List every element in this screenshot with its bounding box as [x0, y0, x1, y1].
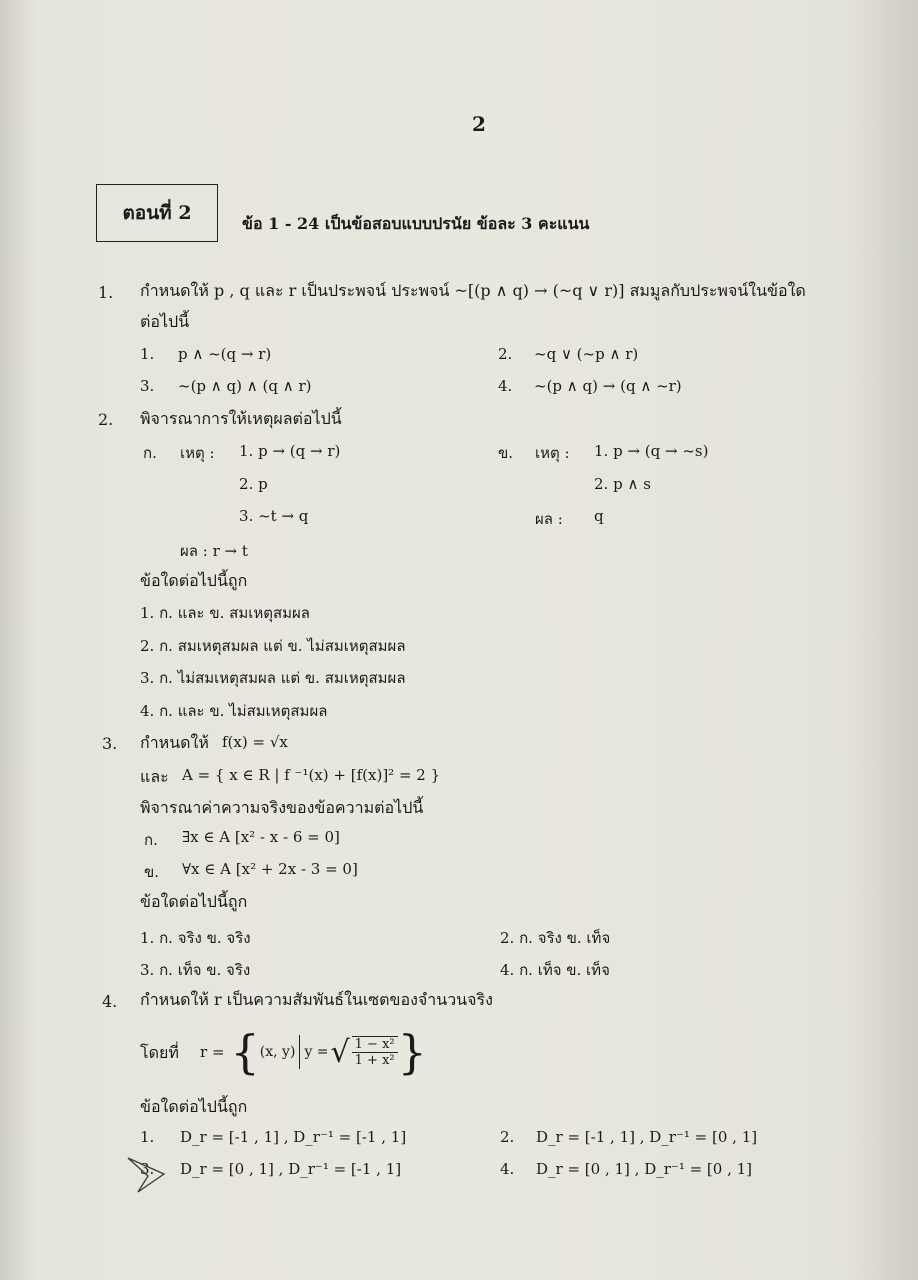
q4-fraction — [352, 1037, 398, 1068]
q1-option-2: ~q ∨ (~p ∧ r) — [534, 345, 639, 363]
q4-which: ข้อใดต่อไปนี้ถูก — [140, 1097, 248, 1116]
q2-a-label: ก. — [143, 444, 157, 462]
q3-set-a: A = { x ∈ R | f ⁻¹(x) + [f(x)]² = 2 } — [182, 766, 441, 784]
q4-y-equals: y = — [304, 1044, 329, 1060]
q2-b-label: ข. — [498, 444, 514, 462]
q4-where: โดยที่ — [140, 1043, 179, 1062]
q4-relation — [200, 1020, 427, 1084]
q4-denominator: 1 + x² — [354, 1053, 395, 1068]
q1-option-3-number: 3. — [140, 377, 155, 395]
q1-option-2-number: 2. — [498, 345, 513, 363]
q2-option-3: 3. ก. ไม่สมเหตุสมผล แต่ ข. สมเหตุสมผล — [140, 669, 406, 687]
q2-number: 2. — [98, 410, 114, 429]
section-instruction: ข้อ 1 - 24 เป็นข้อสอบแบบปรนัย ข้อละ 3 คะแนน — [242, 214, 590, 233]
q3-function: f(x) = √x — [222, 733, 288, 751]
q4-option-2-number: 2. — [500, 1128, 515, 1146]
q1-option-3: ~(p ∧ q) ∧ (q ∧ r) — [178, 377, 312, 395]
q2-a-premise-3: 3. ~t → q — [239, 507, 309, 525]
q2-a-result: ผล : r → t — [180, 542, 248, 560]
q4-option-4-number: 4. — [500, 1160, 515, 1178]
page-number: 2 — [472, 112, 486, 136]
q3-statement-b-label: ข. — [144, 863, 160, 881]
q3-given: กำหนดให้ — [140, 733, 209, 752]
q2-a-premise-1: 1. p → (q → r) — [239, 442, 341, 460]
q1-option-1-number: 1. — [140, 345, 155, 363]
q3-consider: พิจารณาค่าความจริงของข้อความต่อไปนี้ — [140, 798, 424, 817]
q4-option-1: D_r = [-1 , 1] , D_r⁻¹ = [-1 , 1] — [180, 1128, 407, 1146]
q4-option-4: D_r = [0 , 1] , D_r⁻¹ = [0 , 1] — [536, 1160, 753, 1178]
q4-option-3-number: 3. — [140, 1160, 155, 1178]
q3-statement-a-label: ก. — [144, 831, 158, 849]
q4-right-brace: } — [397, 1025, 427, 1079]
section-label: ตอนที่ 2 — [122, 202, 192, 224]
sqrt-symbol: √ — [330, 1034, 350, 1070]
q3-number: 3. — [102, 734, 118, 753]
q4-such-that-bar — [299, 1035, 300, 1069]
q3-option-3: 3. ก. เท็จ ข. จริง — [140, 961, 251, 979]
q4-number: 4. — [102, 992, 118, 1011]
q3-option-4: 4. ก. เท็จ ข. เท็จ — [500, 961, 610, 979]
q2-text: พิจารณาการให้เหตุผลต่อไปนี้ — [140, 409, 342, 428]
q1-option-4-number: 4. — [498, 377, 513, 395]
q4-r-equals: r = — [200, 1043, 225, 1061]
q2-option-1: 1. ก. และ ข. สมเหตุสมผล — [140, 604, 310, 622]
q2-a-cause-label: เหตุ : — [180, 444, 215, 462]
q4-left-brace: { — [230, 1025, 260, 1079]
q1-option-4: ~(p ∧ q) → (q ∧ ~r) — [534, 377, 682, 395]
q4-option-2: D_r = [-1 , 1] , D_r⁻¹ = [0 , 1] — [536, 1128, 758, 1146]
q3-and: และ — [140, 767, 169, 786]
q2-a-premise-2: 2. p — [239, 475, 268, 493]
q2-b-cause-label: เหตุ : — [535, 444, 570, 462]
q2-option-4: 4. ก. และ ข. ไม่สมเหตุสมผล — [140, 702, 328, 720]
q3-statement-b: ∀x ∈ A [x² + 2x - 3 = 0] — [182, 860, 358, 878]
q2-b-result: q — [594, 507, 604, 525]
q4-option-1-number: 1. — [140, 1128, 155, 1146]
q2-b-premise-2: 2. p ∧ s — [594, 475, 651, 493]
section-box — [96, 184, 218, 242]
q2-b-premise-1: 1. p → (q → ~s) — [594, 442, 709, 460]
q1-number: 1. — [98, 283, 114, 302]
q2-b-result-label: ผล : — [535, 510, 563, 528]
q4-pair: (x, y) — [259, 1044, 296, 1060]
q3-option-2: 2. ก. จริง ข. เท็จ — [500, 929, 611, 947]
q3-which: ข้อใดต่อไปนี้ถูก — [140, 892, 248, 911]
q3-statement-a: ∃x ∈ A [x² - x - 6 = 0] — [182, 828, 340, 846]
q2-option-2: 2. ก. สมเหตุสมผล แต่ ข. ไม่สมเหตุสมผล — [140, 637, 406, 655]
q1-text-cont: ต่อไปนี้ — [140, 312, 190, 331]
q3-option-1: 1. ก. จริง ข. จริง — [140, 929, 251, 947]
q1-text: กำหนดให้ p , q และ r เป็นประพจน์ ประพจน์ ~[(p ∧ q) → (~q ∨ r)] สมมูลกับประพจน์ในข้อใด — [140, 281, 806, 300]
q4-radicand — [352, 1036, 398, 1068]
q4-option-3: D_r = [0 , 1] , D_r⁻¹ = [-1 , 1] — [180, 1160, 402, 1178]
handwritten-arrow-mark — [124, 1152, 176, 1196]
q4-text: กำหนดให้ r เป็นความสัมพันธ์ในเซตของจำนวนจริง — [140, 990, 493, 1009]
q2-which: ข้อใดต่อไปนี้ถูก — [140, 571, 248, 590]
q1-option-1: p ∧ ~(q → r) — [178, 345, 272, 363]
q4-numerator: 1 − x² — [352, 1037, 398, 1053]
